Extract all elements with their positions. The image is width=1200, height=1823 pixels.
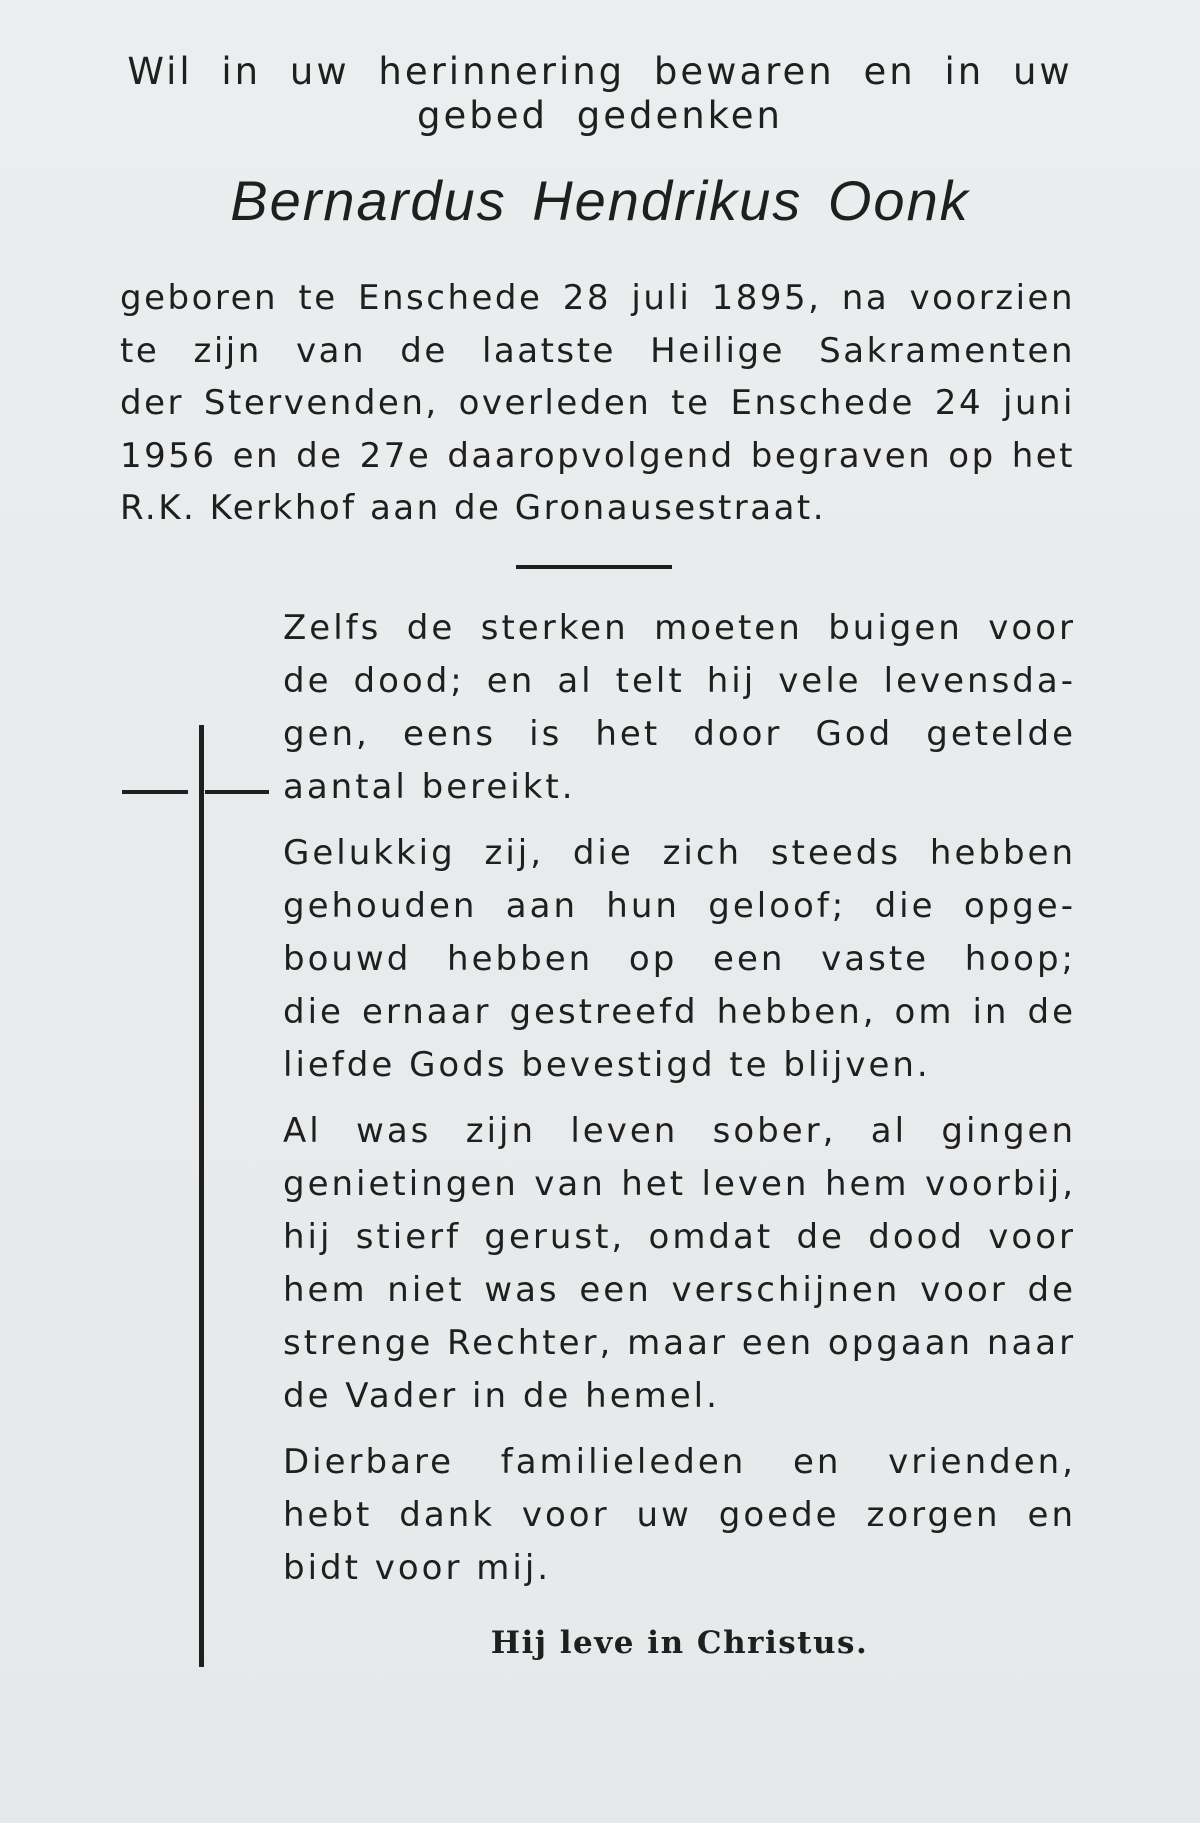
verse-line: hij stierf gerust, omdat de dood voor: [283, 1217, 1076, 1257]
verse-line: Zelfs de sterken moeten buigen voor: [283, 608, 1076, 648]
verse-line: gen, eens is het door God getelde: [283, 714, 1076, 754]
verse-line: genietingen van het leven hem voorbij,: [283, 1164, 1076, 1204]
verse-line: Al was zijn leven sober, al gingen: [283, 1111, 1076, 1151]
biography-text: [120, 272, 1075, 535]
biography-line: R.K. Kerkhof aan de Gronausestraat.: [120, 488, 827, 528]
cross-vertical-bar: [199, 725, 204, 1667]
verse-paragraph: [283, 827, 1076, 1092]
verse-line: hem niet was een verschijnen voor de: [283, 1270, 1076, 1310]
verse-line: de dood; en al telt hij vele levensda-: [283, 661, 1076, 701]
verse-line: Dierbare familieleden en vrienden,: [283, 1442, 1076, 1482]
verse-paragraph: [283, 602, 1076, 814]
intro-text: [110, 50, 1090, 138]
verse-line: bidt voor mij.: [283, 1548, 552, 1588]
intro-line: gebed gedenken: [416, 94, 784, 137]
verse-paragraph: [283, 1436, 1076, 1595]
verse-text: [283, 602, 1076, 1608]
verse-line: de Vader in de hemel.: [283, 1376, 720, 1416]
deceased-name: Bernardus Hendrikus Oonk: [230, 169, 970, 232]
verse-line: aantal bereikt.: [283, 767, 576, 807]
verse-line: Gelukkig zij, die zich steeds hebben: [283, 833, 1076, 873]
intro-line: Wil in uw herinnering bewaren en in uw: [127, 50, 1073, 93]
verse-line: die ernaar gestreefd hebben, om in de: [283, 992, 1076, 1032]
verse-line: liefde Gods bevestigd te blijven.: [283, 1045, 931, 1085]
verse-line: gehouden aan hun geloof; die opge-: [283, 886, 1076, 926]
biography-line: der Stervenden, overleden te Enschede 24 juni: [120, 383, 1075, 423]
biography-line: te zijn van de laatste Heilige Sakramenten: [120, 330, 1075, 371]
cross-left-arm: [122, 790, 188, 794]
verse-line: hebt dank voor uw goede zorgen en: [283, 1495, 1076, 1535]
separator-rule: [516, 565, 672, 569]
verse-line: bouwd hebben op een vaste hoop;: [283, 939, 1076, 979]
cross-right-arm: [205, 790, 269, 794]
biography-line: 1956 en de 27e daaropvolgend begraven op het: [120, 435, 1075, 476]
verse-paragraph: [283, 1105, 1076, 1423]
biography-line: geboren te Enschede 28 juli 1895, na voorzien: [120, 278, 1075, 318]
closing-line: Hij leve in Christus.: [490, 1625, 869, 1661]
verse-line: strenge Rechter, maar een opgaan naar: [283, 1323, 1077, 1363]
